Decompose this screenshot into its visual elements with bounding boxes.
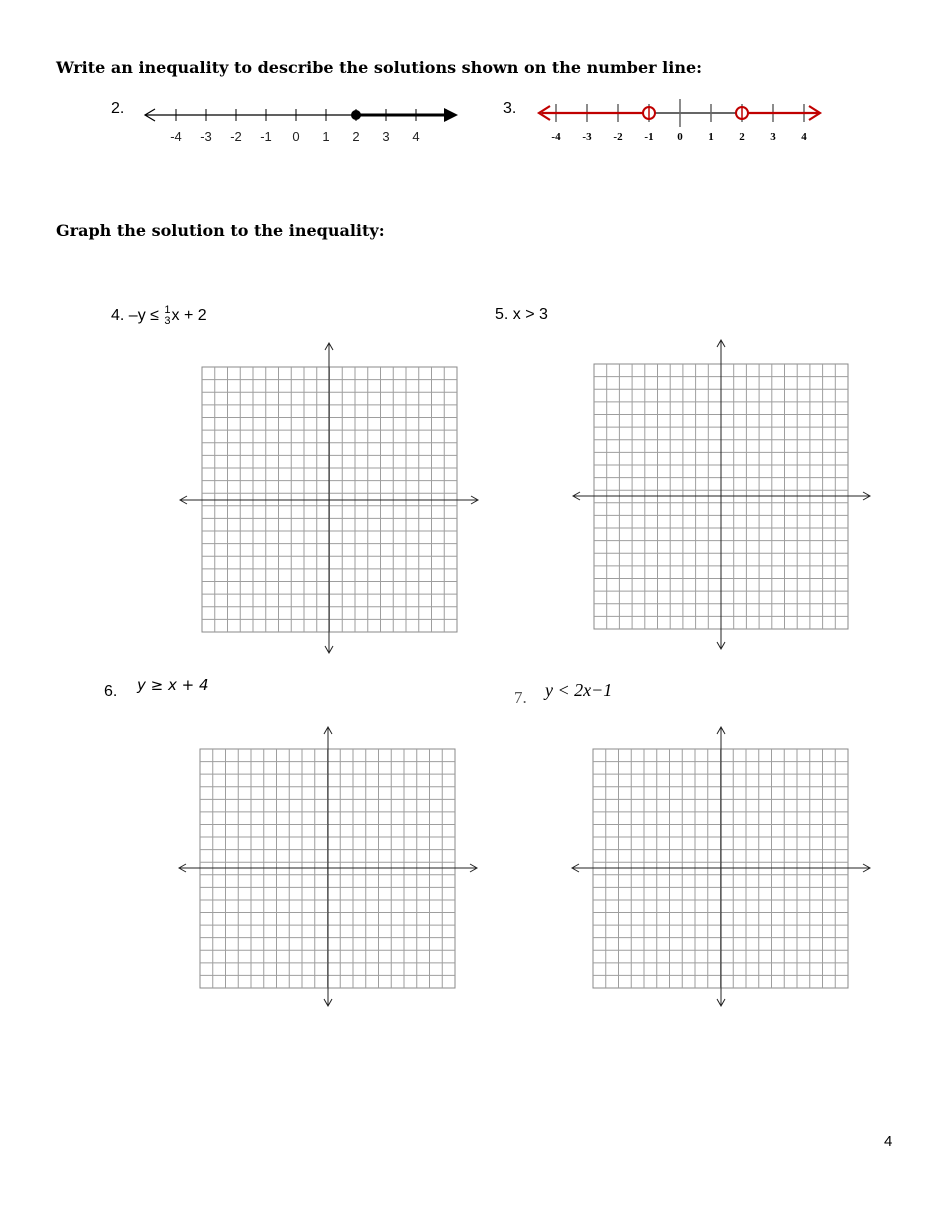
problem-5-number: 5. bbox=[495, 306, 509, 323]
problem-7-expression: y < 2x−1 bbox=[545, 680, 613, 700]
number-line-heading: Write an inequality to describe the solutions shown on the number line: bbox=[56, 58, 703, 77]
tick-label: 2 bbox=[739, 131, 745, 143]
tick-label: 4 bbox=[412, 129, 420, 144]
fraction-one-third: 1 3 bbox=[164, 304, 171, 327]
problem-4-lhs: –y ≤ bbox=[128, 307, 164, 325]
graph-heading: Graph the solution to the inequality: bbox=[56, 221, 385, 240]
tick-label: -4 bbox=[551, 131, 561, 143]
tick-label: 0 bbox=[677, 131, 683, 143]
problem-6-number: 6. bbox=[104, 683, 118, 700]
tick-label: -1 bbox=[260, 129, 272, 144]
tick-label: -1 bbox=[644, 131, 654, 143]
tick-label: 0 bbox=[292, 129, 300, 144]
tick-label: -4 bbox=[170, 129, 182, 144]
problem-3-number: 3. bbox=[503, 100, 517, 117]
tick-label: 4 bbox=[801, 131, 807, 143]
problem-2-number: 2. bbox=[111, 100, 125, 117]
tick-label: 2 bbox=[352, 129, 360, 144]
tick-label: -2 bbox=[230, 129, 242, 144]
tick-label: 3 bbox=[770, 131, 776, 143]
problem-7-number: 7. bbox=[514, 688, 527, 707]
page-number: 4 bbox=[884, 1133, 893, 1150]
tick-label: -2 bbox=[613, 131, 623, 143]
tick-label: 1 bbox=[322, 129, 330, 144]
problem-4-number: 4. bbox=[111, 307, 125, 325]
tick-label: -3 bbox=[582, 131, 592, 143]
problem-4-rhs: x + 2 bbox=[171, 307, 207, 325]
tick-label: 1 bbox=[708, 131, 714, 143]
problem-5-expression: x > 3 bbox=[512, 306, 548, 323]
problem-6-expression: y ≥ x + 4 bbox=[137, 676, 209, 694]
tick-label: 3 bbox=[382, 129, 390, 144]
tick-label: -3 bbox=[200, 129, 212, 144]
